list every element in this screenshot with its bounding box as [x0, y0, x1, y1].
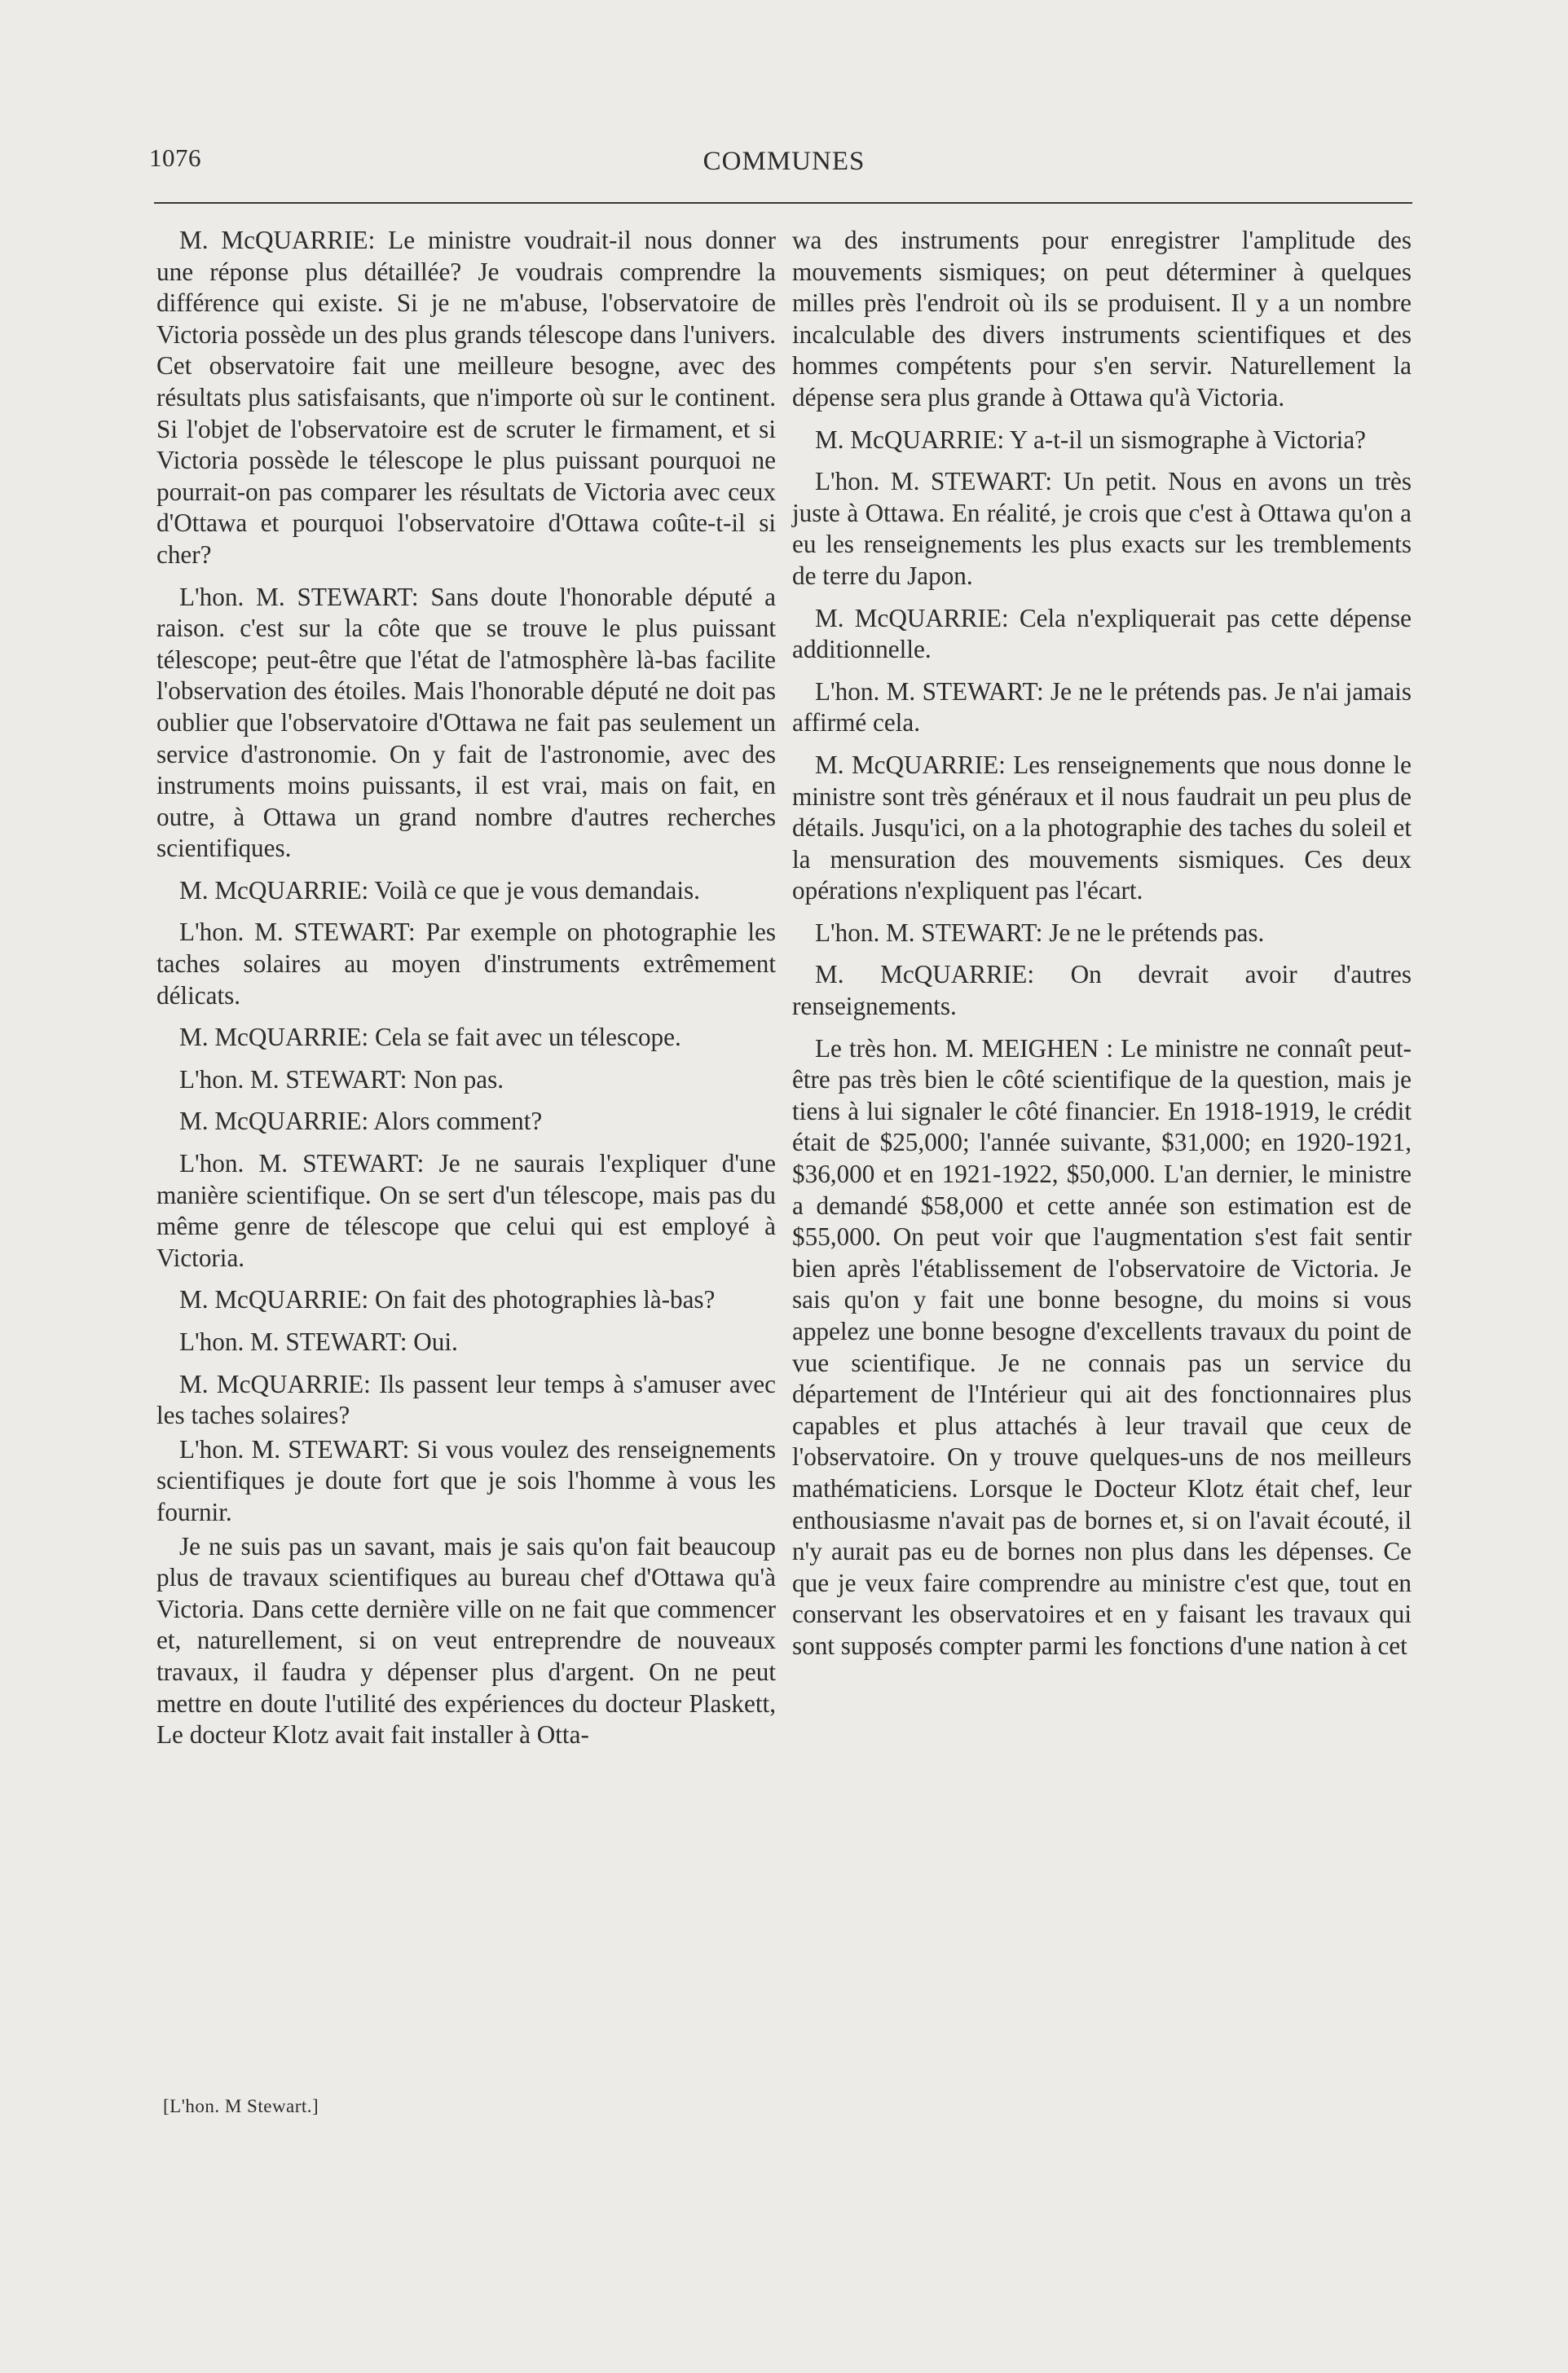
paragraph: L'hon. M. STEWART: Je ne le prétends pas. Je n'ai jamais affirmé cela. — [792, 676, 1412, 737]
header-rule — [154, 202, 1412, 204]
paragraph: M. McQUARRIE: Les renseignements que nous donne le ministre sont très généraux et il nous faudrait un peu plus de détails. Jusqu'ici, on a la photographie des taches du soleil et la mensuration des mouvements sismiques. Ces deux opérations n'expliquent pas l'écart. — [792, 750, 1412, 905]
paragraph: L'hon. M. STEWART: Je ne saurais l'expliquer d'une manière scientifique. On se sert d'un télescope, mais pas du même genre de télescope que celui qui est employé à Victoria. — [156, 1149, 776, 1272]
paragraph: M. McQUARRIE: On fait des photographies là-bas? — [179, 1285, 716, 1314]
speaker-attribution: [L'hon. M Stewart.] — [163, 2096, 319, 2116]
paragraph: M. McQUARRIE: Cela se fait avec un télescope. — [179, 1023, 681, 1052]
paragraph: wa des instruments pour enregistrer l'amplitude des mouvements sismiques; on peut déterminer à quelques milles près l'endroit où ils se produisent. Il y a un nombre incalculable des divers instruments scientifiques et des hommes compétents pour s'en servir. Naturellement la dépense sera plus grande à Ottawa qu'à Victoria. — [792, 226, 1412, 412]
paragraph: L'hon. M. STEWART: Je ne le prétends pas. — [815, 918, 1265, 947]
paragraph: L'hon. M. STEWART: Un petit. Nous en avons un très juste à Ottawa. En réalité, je crois que c'est à Ottawa qu'on a eu les renseignements les plus exacts sur les tremblements de terre du Japon. — [792, 467, 1412, 590]
paragraph: M. McQUARRIE: Ils passent leur temps à s'amuser avec les taches solaires? — [156, 1369, 776, 1430]
paragraph: M. McQUARRIE: Alors comment? — [179, 1107, 543, 1136]
paragraph: L'hon. M. STEWART: Oui. — [179, 1327, 458, 1356]
paragraph: L'hon. M. STEWART: Sans doute l'honorable député a raison. c'est sur la côte que se trouve le plus puissant télescope; peut-être que l'état de l'atmosphère là-bas facilite l'observation des étoiles. Mais l'honorable député ne doit pas oublier que l'observatoire d'Ottawa ne fait pas seulement un service d'astronomie. On y fait de l'astronomie, avec des instruments moins puissants, il est vrai, mais on fait, en outre, à Ottawa un grand nombre d'autres recherches scientifiques. — [156, 582, 776, 863]
paragraph: L'hon. M. STEWART: Par exemple on photographie les taches solaires au moyen d'instruments extrêmement délicats. — [156, 918, 776, 1010]
right-column — [792, 225, 1412, 1673]
paragraph: Le très hon. M. MEIGHEN : Le ministre ne connaît peut-être pas très bien le côté scientifique de la question, mais je tiens à lui signaler le côté financier. En 1918-1919, le crédit était de $25,000; l'année suivante, $31,000; en 1920-1921, $36,000 et en 1921-1922, $50,000. L'an dernier, le ministre a demandé $58,000 et cette année son estimation est de $55,000. On peut voir que l'augmentation s'est fait sentir bien après l'établissement de l'observatoire de Victoria. Je sais qu'on y fait une bonne besogne, du moins si vous appelez une bonne besogne d'excellents travaux du point de vue scientifique. Je ne connais pas un service du département de l'Intérieur qui ait des fonctionnaires plus capables et plus attachés à leur travail que ceux de l'observatoire. On y trouve quelques-uns de nos meilleurs mathématiciens. Lorsque le Docteur Klotz était chef, leur enthousiasme n'avait pas de bornes et, si on l'avait écouté, il n'y aurait pas eu de bornes non plus dans les dépenses. Ce que je veux faire comprendre au ministre c'est que, tout en conservant les observatoires et en y faisant les travaux qui sont supposés compter parmi les fonctions d'une nation à cet — [792, 1033, 1412, 1660]
paragraph: L'hon. M. STEWART: Si vous voulez des renseignements scientifiques je doute fort que je sois l'homme à vous les fournir. — [156, 1434, 776, 1526]
paragraph: M. McQUARRIE: Voilà ce que je vous demandais. — [179, 875, 700, 905]
running-head: COMMUNES — [703, 147, 865, 176]
left-column — [156, 225, 776, 1762]
paragraph: M. McQUARRIE: Le ministre voudrait-il nous donner une réponse plus détaillée? Je voudrais comprendre la différence qui existe. Si je ne m'abuse, l'observatoire de Victoria possède un des plus grands télescope dans l'univers. Cet observatoire fait une meilleure besogne, avec des résultats plus satisfaisants, que n'importe où sur le continent. Si l'objet de l'observatoire est de scruter le firmament, et si Victoria possède le télescope le plus puissant pourquoi ne pourrait-on pas comparer les résultats de Victoria avec ceux d'Ottawa et pourquoi l'observatoire d'Ottawa coûte-t-il si cher? — [156, 226, 776, 569]
paragraph: M. McQUARRIE: Cela n'expliquerait pas cette dépense additionnelle. — [792, 603, 1412, 664]
paragraph: Je ne suis pas un savant, mais je sais qu'on fait beaucoup plus de travaux scientifiques au bureau chef d'Ottawa qu'à Victoria. Dans cette dernière ville on ne fait que commencer et, naturellement, si on veut entreprendre de nouveaux travaux, il faudra y dépenser plus d'argent. On ne peut mettre en doute l'utilité des expériences du docteur Plaskett, Le docteur Klotz avait fait installer à Otta- — [156, 1531, 776, 1750]
paragraph: M. McQUARRIE: On devrait avoir d'autres renseignements. — [792, 960, 1412, 1021]
paragraph: L'hon. M. STEWART: Non pas. — [179, 1064, 504, 1094]
page-number: 1076 — [149, 143, 201, 172]
paragraph: M. McQUARRIE: Y a-t-il un sismographe à Victoria? — [815, 425, 1367, 454]
